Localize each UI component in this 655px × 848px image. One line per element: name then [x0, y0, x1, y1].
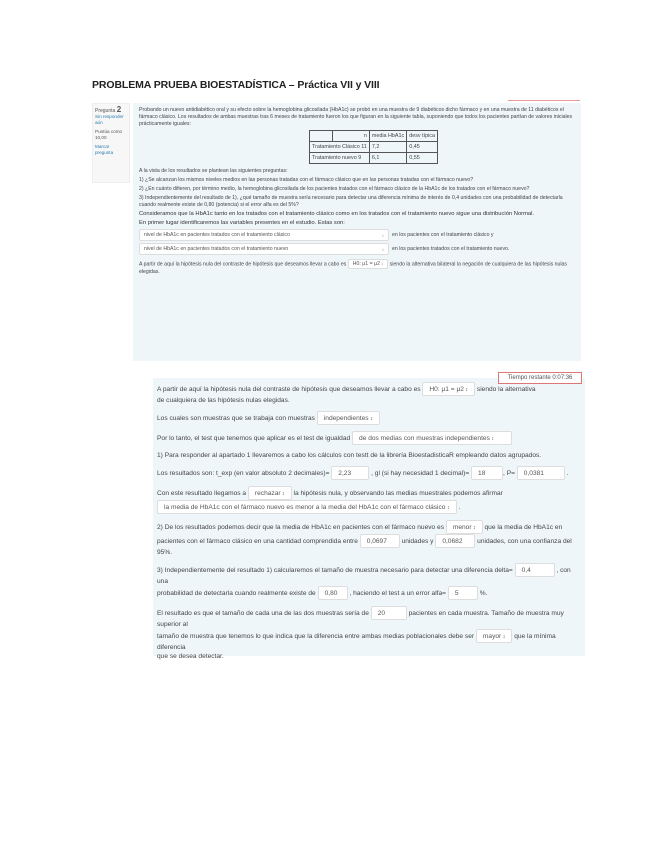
- text: Los resultados son: t_exp (en valor absoluto 2 decimales)=: [157, 469, 330, 477]
- text: %.: [479, 589, 488, 597]
- question-points: Puntúa como 10,00: [95, 129, 123, 140]
- time-remaining: Tiempo restante 0:07:36: [498, 372, 582, 384]
- text: que se desea detectar.: [157, 653, 224, 660]
- text: Con este resultado llegamos a: [157, 489, 247, 497]
- flag-question-link[interactable]: Marcar pregunta: [95, 144, 114, 155]
- variable-1-select[interactable]: [139, 229, 389, 241]
- text: la hipótesis nula, y observando las medias muestrales podemos afirmar: [293, 489, 503, 497]
- conclusion-select[interactable]: la media de HbA1c con el fármaco nuevo es menor a la media del HbA1c con el fármaco clásico ↕: [157, 500, 457, 514]
- question-panel: [133, 103, 581, 361]
- variable-2-select[interactable]: [139, 243, 389, 255]
- timer-edge: [508, 100, 580, 101]
- intro: A la vista de los resultados se plantean las siguientes preguntas:: [139, 168, 288, 174]
- table-cell: 0,45: [407, 142, 438, 153]
- table-cell: 7,2: [369, 142, 406, 153]
- text: , P=: [503, 469, 515, 477]
- test-type-select[interactable]: de dos medias con muestras independientes ↕: [352, 431, 512, 445]
- statement: Probando un nuevo antidiabético oral y su efecto sobre la hemoglobina glicosilada (HbA1c) se probó en una muestra de 9 diabéticos dicho fármaco y en una muestra de 11 diabéticos el fármaco clásico. Los resultados de ambas muestras tras 6 meses de tratamiento fueron los que figuran en la siguiente tabla, suponiendo que todos los pacientes partían de valores iniciales prácticamente iguales:: [139, 107, 573, 127]
- text: , con una: [157, 566, 571, 585]
- table-cell: 6,1: [369, 153, 406, 164]
- text: 1) Para responder al apartado 1 llevaremos a cabo los cálculos con testt de la librería BioestadisticaR empleando datos agrupados.: [157, 452, 542, 459]
- question-1: 1) ¿Se alcanzan los mismos niveles medios en las personas tratadas con el fármaco clásico que en las personas tratadas con el fármaco nuevo?: [139, 177, 474, 183]
- table-cell: Tratamiento nuevo 9: [310, 153, 370, 164]
- question-info: [92, 103, 130, 183]
- text: pacientes con el fármaco clásico en una cantidad comprendida entre: [157, 537, 358, 545]
- text: que la media de HbA1c en: [484, 523, 563, 531]
- question-number: 2: [116, 105, 122, 114]
- text: , haciendo el test a un error alfa=: [349, 589, 447, 597]
- decision-select[interactable]: rechazar ↕: [248, 486, 292, 500]
- difference-select[interactable]: mayor ↕: [476, 629, 512, 643]
- document-title: PROBLEMA PRUEBA BIOESTADÍSTICA – Práctica VII y VIII: [92, 79, 380, 91]
- text: Por lo tanto, el test que tenemos que aplicar es el test de igualdad: [157, 434, 351, 442]
- table-cell: Tratamiento Clásico 11: [310, 142, 370, 153]
- table-header: n: [333, 131, 370, 142]
- text: que la mínima diferencia: [157, 632, 556, 651]
- question-2: 2) ¿En cuánto difieren, por término medio, la hemoglobina glicosilada de los pacientes tratados con el fármaco clásico de la HbA1c de los tratados con el fármaco nuevo?: [139, 186, 530, 192]
- table-cell: 0,55: [407, 153, 438, 164]
- text: A partir de aquí la hipótesis nula del contraste de hipótesis que deseamos llevar a cabo es: [157, 385, 421, 393]
- ci-low-input[interactable]: 0,0697: [360, 534, 400, 548]
- text: de cualquiera de las hipótesis nulas elegidas.: [157, 397, 290, 404]
- text: 3) Independientemente del resultado 1) calcularemos el tamaño de muestra necesario para detectar una diferencia delta=: [157, 566, 513, 574]
- power-input[interactable]: 0,80: [318, 586, 348, 600]
- table-row: [310, 153, 438, 164]
- answer-panel: A partir de aquí la hipótesis nula del contraste de hipótesis que deseamos llevar a cabo es H0: μ1 = μ2 ↕ siendo la alternativa de cualquiera de las hipótesis nulas elegidas. Los cuales son muestras que se trabaja con muestras independientes ↕ Por lo tanto, el test que tenemos que aplicar es el test de igualdad de dos medias con muestras independientes ↕ 1) Para responder al apartado 1 llevaremos a cabo los cálculos con testt de la librería BioestadisticaR empleando datos agrupados. Los resultados son: t_exp (en valor absoluto 2 decimales)= 2,23 , gl (si hay necesidad 1 decimal)= 18 , P= 0,0381 . Con este resultado llegamos a rechazar ↕ la hipótesis nula, y observando las medias muestrales podemos afirmar la media de HbA1c con el fármaco nuevo es menor a la media del HbA1c con el fármaco clásico ↕ . 2) De los resultados podemos decir que la media de HbA1c en pacientes con el fármaco nuevo es menor ↕ que la media de HbA1c en pacientes con el fármaco clásico en una cantidad comprendida entre 0,0697 unidades y 0,0682 unidades, con una confianza del 95%. 3) Independientemente del resultado 1) calcularemos el tamaño de muestra necesario para detectar una diferencia delta= 0,4 , con una probabilidad de detectarla cuando realmente existe de 0,80 , haciendo el test a un error alfa= 5 %. El resultado es que el tamaño de cada una de las dos muestras sería de 20 pacientes en cada muestra. Tamaño de muestra muy superior al tamaño de muestra que tenemos lo que indica que la diferencia entre ambas medias poblacionales debe ser mayor ↕ que la mínima diferencia que se desea detectar.: [153, 378, 585, 656]
- text: siendo la alternativa: [476, 385, 536, 393]
- data-table: [309, 130, 438, 164]
- ci-high-input[interactable]: 0,0682: [435, 534, 475, 548]
- hypothesis-select[interactable]: H0: μ1 = μ2 ↕: [348, 259, 388, 269]
- question-3: 3) Independientemente del resultado de 1), ¿qué tamaño de muestra sería necesario para detectar una diferencia mínima de interés de 0,4 unidades con una probabilidad de detectarla cuando realmente existe de 0,80 (potencia) si el error alfa es del 5%?: [139, 195, 563, 208]
- text: Los cuales son muestras que se trabaja con muestras: [157, 414, 315, 422]
- sample-size-input[interactable]: 20: [371, 606, 407, 620]
- variables-intro: En primer lugar identificaremos las variables presentes en el estudio. Estas son:: [139, 220, 345, 226]
- select-value: nivel de HbA1c en pacientes tratados con el tratamiento clásico: [144, 232, 290, 238]
- gl-input[interactable]: 18: [471, 466, 503, 480]
- delta-input[interactable]: 0,4: [515, 563, 555, 577]
- text: probabilidad de detectarla cuando realmente existe de: [157, 589, 316, 597]
- variable-2-suffix: en los pacientes tratados con el tratamiento nuevo.: [392, 245, 510, 252]
- text: 2) De los resultados podemos decir que la media de HbA1c en pacientes con el fármaco nuevo es: [157, 523, 444, 531]
- alpha-input[interactable]: 5: [448, 586, 478, 600]
- question-status: Sin responder aún: [95, 114, 124, 125]
- sample-type-select[interactable]: independientes ↕: [317, 411, 380, 425]
- select-value: nivel de HbA1c en pacientes tratados con el tratamiento nuevo: [144, 246, 289, 252]
- text: unidades, con una confianza del 95%.: [157, 537, 572, 556]
- text: pacientes en cada muestra. Tamaño de muestra muy superior al: [157, 609, 564, 628]
- table-header: media HbA1c: [369, 131, 406, 142]
- variable-1-suffix: en los pacientes con el tratamiento clásico y: [392, 231, 494, 238]
- normal-note: Consideramos que la HbA1c tanto en los tratados con el tratamiento clásico como en los tratados con el tratamiento nuevo sigue una distribución Normal.: [139, 211, 535, 217]
- p-value-input[interactable]: 0,0381: [517, 466, 565, 480]
- comparison-select[interactable]: menor ↕: [446, 520, 483, 534]
- text: unidades y: [401, 537, 434, 545]
- table-header: desv típica: [407, 131, 438, 142]
- t-exp-input[interactable]: 2,23: [331, 466, 369, 480]
- text: tamaño de muestra que tenemos lo que indica que la diferencia entre ambas medias poblacionales debe ser: [157, 632, 475, 640]
- question-label: Pregunta: [95, 108, 116, 114]
- hypothesis-text-post: siendo la alternativa bilateral la negación de cualquiera de las hipótesis nulas elegidas.: [139, 261, 568, 275]
- hypothesis-text: A partir de aquí la hipótesis nula del contraste de hipótesis que deseamos llevar a cabo es: [139, 261, 347, 268]
- null-hypothesis-select[interactable]: H0: μ1 = μ2 ↕: [422, 382, 475, 396]
- table-row: [310, 142, 438, 153]
- text: , gl (si hay necesidad 1 decimal)=: [371, 469, 470, 477]
- text: El resultado es que el tamaño de cada una de las dos muestras sería de: [157, 609, 369, 617]
